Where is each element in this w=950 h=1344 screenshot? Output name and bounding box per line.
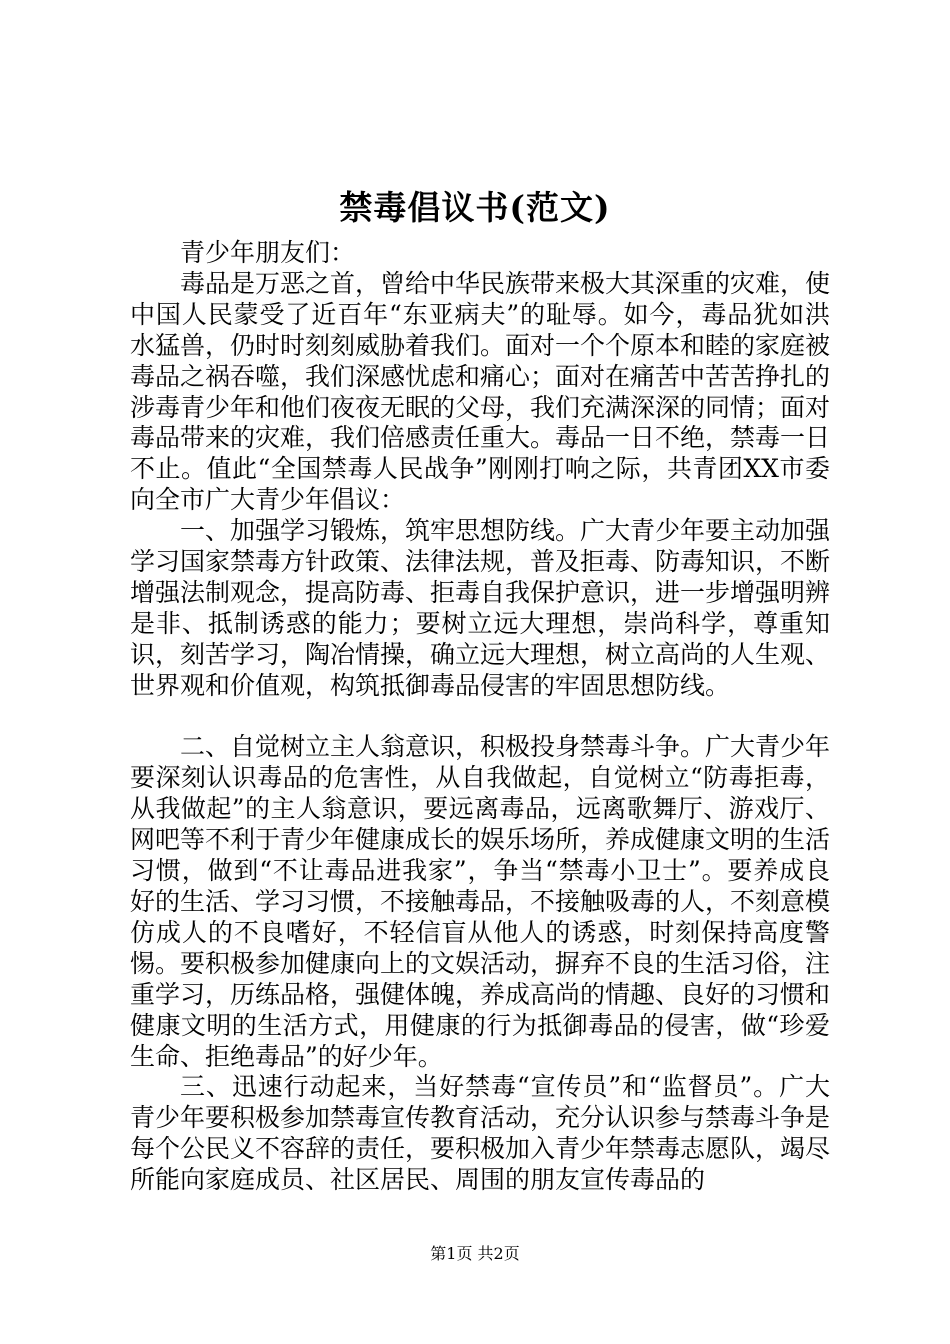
document-body (130, 238, 830, 1196)
paragraph-point-3: 三、迅速行动起来，当好禁毒“宣传员”和“监督员”。广大青少年要积极参加禁毒宣传教育活动，充分认识参与禁毒斗争是每个公民义不容辞的责任，要积极加入青少年禁毒志愿队，竭尽所能向家庭成员、社区居民、周围的朋友宣传毒品的 (130, 1072, 831, 1195)
paragraph-intro: 毒品是万恶之首，曾给中华民族带来极大其深重的灾难，使中国人民蒙受了近百年“东亚病夫”的耻辱。如今，毒品犹如洪水猛兽，仍时时刻刻威胁着我们。面对一个个原本和睦的家庭被毒品之祸吞噬，我们深感忧虑和痛心；面对在痛苦中苦苦挣扎的涉毒青少年和他们夜夜无眠的父母，我们充满深深的同情；面对毒品带来的灾难，我们倍感责任重大。毒品一日不绝，禁毒一日不止。值此“全国禁毒人民战争”刚刚打响之际，共青团XX市委向全市广大青少年倡议： (130, 268, 831, 515)
salutation: 青少年朋友们： (180, 238, 356, 267)
page-number-footer: 第1页 共2页 (430, 1244, 520, 1263)
paragraph-point-2: 二、自觉树立主人翁意识，积极投身禁毒斗争。广大青少年要深刻认识毒品的危害性，从自我做起，自觉树立“防毒拒毒，从我做起”的主人翁意识，要远离毒品，远离歌舞厅、游戏厅、网吧等不利于青少年健康成长的娱乐场所，养成健康文明的生活习惯，做到“不让毒品进我家”，争当“禁毒小卫士”。要养成良好的生活、学习习惯，不接触毒品，不接触吸毒的人，不刻意模仿成人的不良嗜好，不轻信盲从他人的诱惑，时刻保持高度警惕。要积极参加健康向上的文娱活动，摒弃不良的生活习俗，注重学习，历练品格，强健体魄，养成高尚的情趣、良好的习惯和健康文明的生活方式，用健康的行为抵御毒品的侵害，做“珍爱生命、拒绝毒品”的好少年。 (130, 732, 831, 1071)
document-title: 禁毒倡议书(范文) (339, 188, 611, 227)
paragraph-point-1: 一、加强学习锻炼，筑牢思想防线。广大青少年要主动加强学习国家禁毒方针政策、法律法规，普及拒毒、防毒知识，不断增强法制观念，提高防毒、拒毒自我保护意识，进一步增强明辨是非、抵制诱惑的能力；要树立远大理想，崇尚科学，尊重知识，刻苦学习，陶冶情操，确立远大理想，树立高尚的人生观、世界观和价值观，构筑抵御毒品侵害的牢固思想防线。 (130, 516, 831, 700)
